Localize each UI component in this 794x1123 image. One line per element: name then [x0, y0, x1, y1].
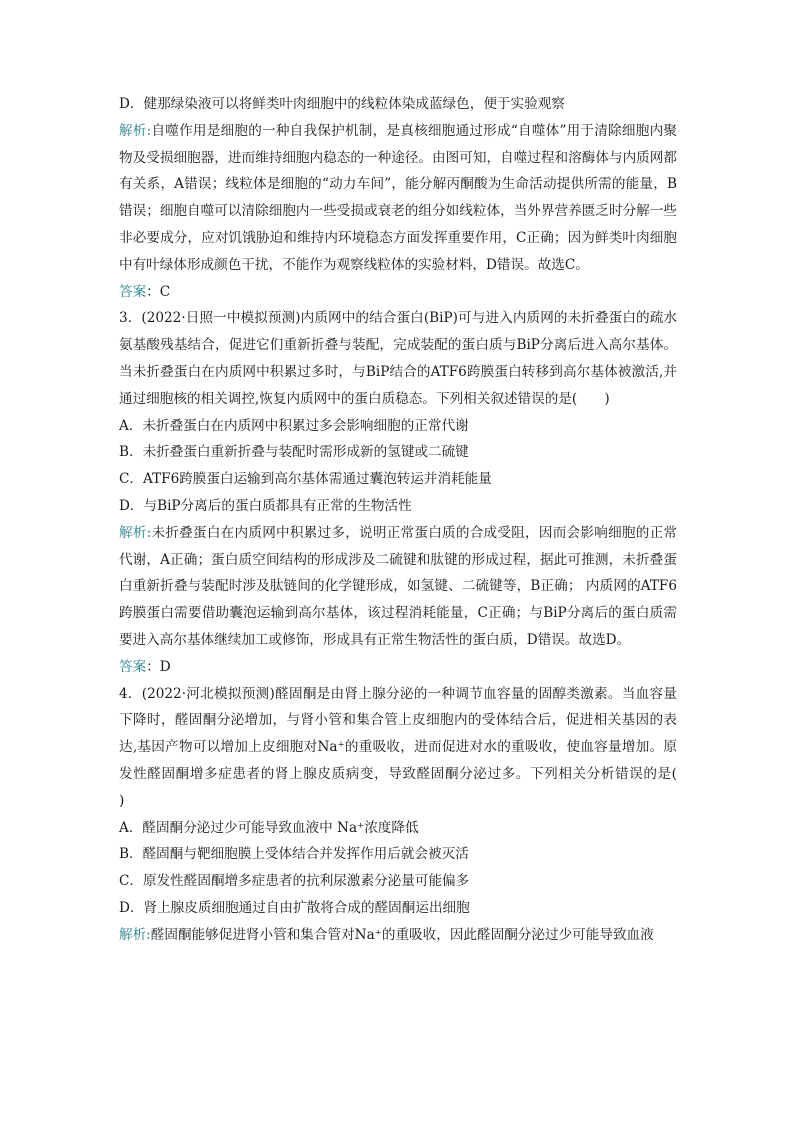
answer-label: 答案 — [119, 283, 147, 300]
analysis-text: 自噬作用是细胞的一种自我保护机制，是真核细胞通过形成“自噬体”用于清除细胞内聚物及受损细胞器，进而维持细胞内稳态的一种途径。由图可知，自噬过程和溶酶体与内质网都有关系，A错误；线粒体是细胞的“动力车间”，能分解丙酮酸为生命活动提供所需的能量，B错误；细胞自噬可以清除细胞内一些受损或衰老的组分如线粒体，当外界营养匮乏时分解一些非必要成分，应对饥饿胁迫和维持内环境稳态方面发挥重要作用，C正确；因为鲜类叶肉细胞中有叶绿体形成颜色干扰，不能作为观察线粒体的实验材料，D错误。故选C。 — [119, 122, 677, 273]
document-page — [119, 91, 705, 949]
analysis-text: 未折叠蛋白在内质网中积累过多，说明正常蛋白质的合成受阻，因而会影响细胞的正常代谢，A正确；蛋白质空间结构的形成涉及二硫键和肽键的形成过程，据此可推测，未折叠蛋白重新折叠与装配时涉及肽链间的化学键形成，如氢键、二硫键等，B正确； 内质网的ATF6跨膜蛋白需要借助囊泡运输到高尔基体，该过程消耗能量，C正确；与BiP分离后的蛋白质需要进入高尔基体继续加工或修饰，形成具有正常生物活性的蛋白质，D错误。故选D。 — [119, 524, 677, 648]
q3-analysis — [119, 520, 677, 654]
q2-option-d: D．健那绿染液可以将鲜类叶肉细胞中的线粒体染成蓝绿色，便于实验观察 — [119, 96, 565, 112]
q4-option-a: A．醛固酮分泌过少可能导致血液中 Na⁺浓度降低 — [119, 819, 419, 836]
q3-answer — [119, 654, 677, 681]
q3-option-d: D．与BiP分离后的蛋白质都具有正常的生物活性 — [119, 497, 412, 514]
q4-option-c: C．原发性醛固酮增多症患者的抗利尿激素分泌量可能偏多 — [119, 873, 470, 890]
q2-answer — [119, 279, 677, 306]
analysis-label: 解析: — [119, 926, 151, 943]
q4-analysis — [119, 922, 677, 949]
q4-option-b: B．醛固酮与靶细胞膜上受体结合并发挥作用后就会被灭活 — [119, 846, 469, 863]
answer-label: 答案 — [119, 658, 147, 675]
q3-stem: 3．(2022·日照一中模拟预测)内质网中的结合蛋白(BiP)可与进入内质网的未折叠蛋白的疏水氨基酸残基结合，促进它们重新折叠与装配，完成装配的蛋白质与BiP分离后进入高尔基体。当未折叠蛋白在内质网中积累过多时，与BiP结合的ATF6跨膜蛋白转移到高尔基体被激活,并通过细胞核的相关调控,恢复内质网中的蛋白质稳态。下列相关叙述错误的是( ) — [119, 310, 677, 407]
q4-stem: 4．(2022·河北模拟预测)醛固酮是由肾上腺分泌的一种调节血容量的固醇类激素。当血容量下降时，醛固酮分泌增加，与肾小管和集合管上皮细胞内的受体结合后，促进相关基因的表达,基因产物可以增加上皮细胞对Na⁺的重吸收，进而促进对水的重吸收，使血容量增加。原发性醛固酮增多症患者的肾上腺皮质病变，导致醛固酮分泌过多。下列相关分析错误的是( ) — [119, 685, 705, 809]
q4-option-d: D．肾上腺皮质细胞通过自由扩散将合成的醛固酮运出细胞 — [119, 899, 470, 916]
q3-option-a: A．未折叠蛋白在内质网中积累过多会影响细胞的正常代谢 — [119, 417, 469, 434]
q3-option-b: B．未折叠蛋白重新折叠与装配时需形成新的氢键或二硫键 — [119, 444, 469, 461]
q2-analysis — [119, 118, 677, 279]
q3-option-c: C．ATF6跨膜蛋白运输到高尔基体需通过囊泡转运并消耗能量 — [119, 471, 492, 488]
analysis-label: 解析: — [119, 122, 152, 139]
answer-value: ：C — [146, 283, 171, 300]
answer-value: ：D — [146, 658, 171, 675]
analysis-label: 解析: — [119, 524, 152, 541]
analysis-text: 醛固酮能够促进肾小管和集合管对Na⁺的重吸收，因此醛固酮分泌过少可能导致血液 — [150, 926, 654, 943]
